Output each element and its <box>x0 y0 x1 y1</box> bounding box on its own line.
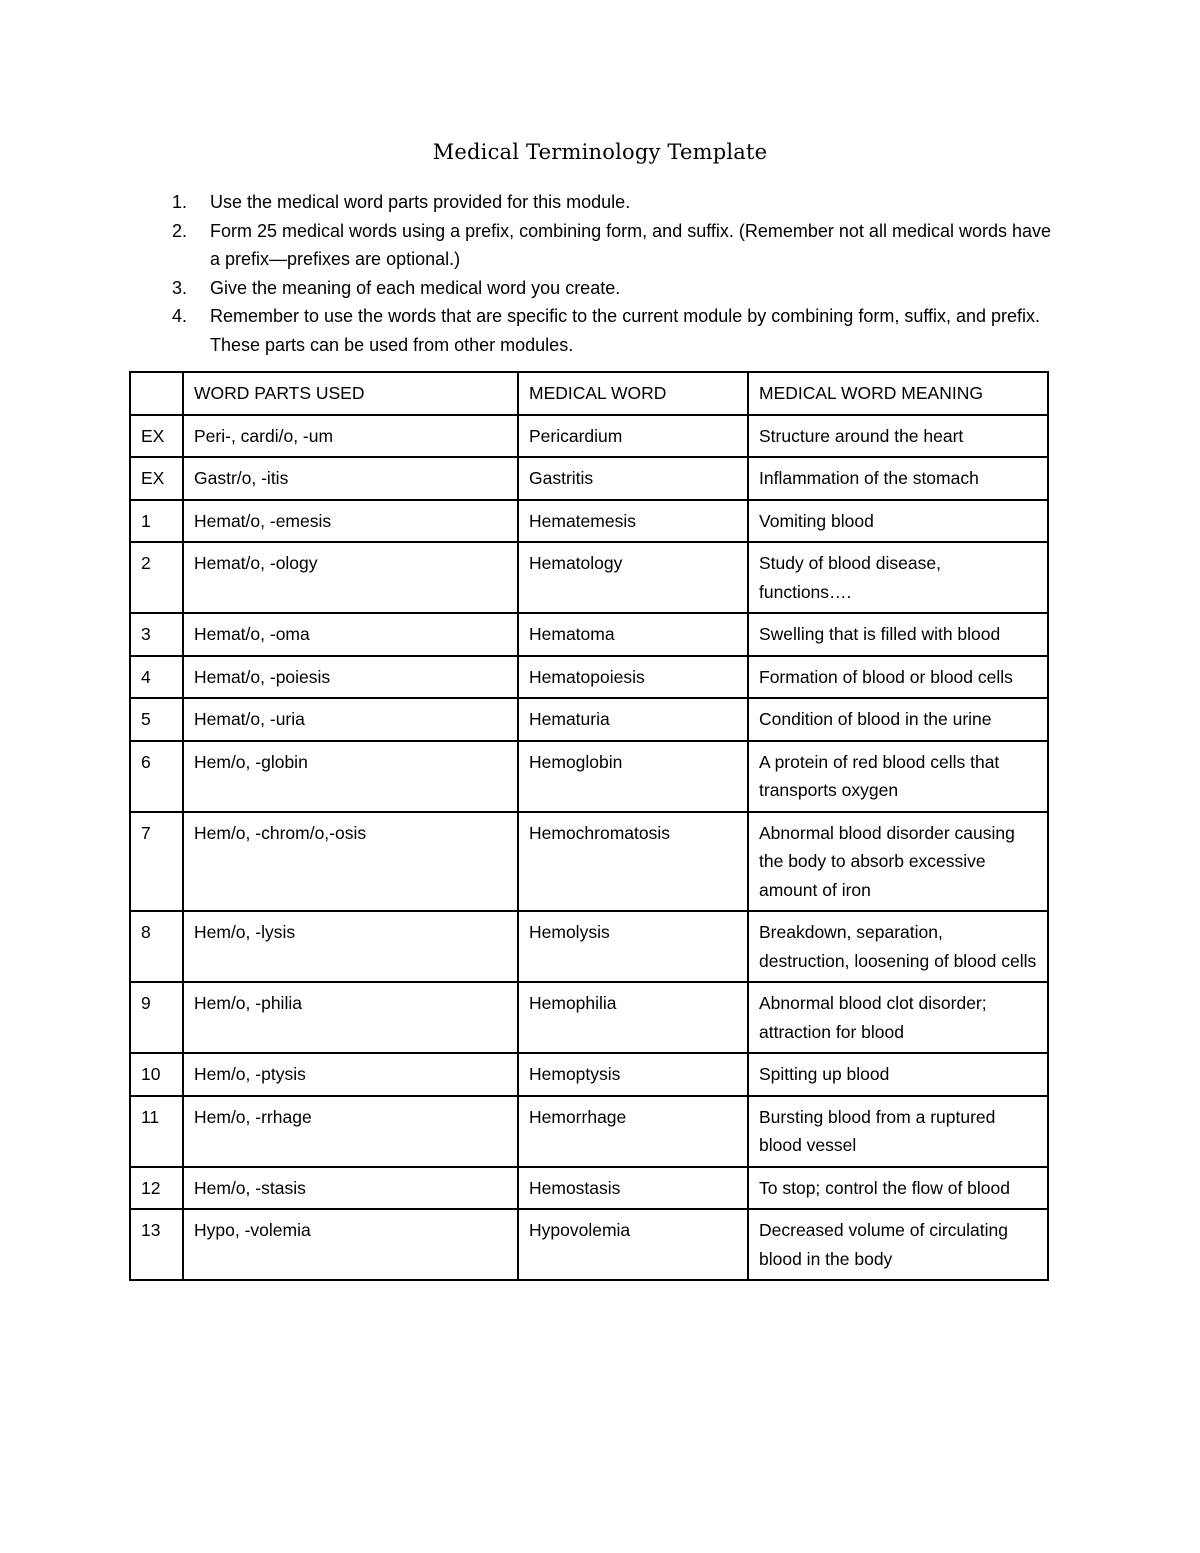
cell-number: 9 <box>130 982 183 1053</box>
cell-word-parts: Hemat/o, -ology <box>183 542 518 613</box>
cell-word-parts: Hemat/o, -uria <box>183 698 518 741</box>
table-row <box>130 415 1048 458</box>
table-row <box>130 457 1048 500</box>
instruction-item <box>172 274 1052 303</box>
cell-meaning: Spitting up blood <box>748 1053 1048 1096</box>
cell-number: 12 <box>130 1167 183 1210</box>
cell-word-parts: Hem/o, -globin <box>183 741 518 812</box>
instruction-text: Remember to use the words that are specific to the current module by combining form, suffix, and prefix. These parts can be used from other modules. <box>210 306 1041 355</box>
cell-number: 7 <box>130 812 183 912</box>
instruction-number: 3. <box>172 277 188 298</box>
cell-medical-word: Pericardium <box>518 415 748 458</box>
page-title: Medical Terminology Template <box>432 140 768 164</box>
cell-number: 4 <box>130 656 183 699</box>
cell-number: EX <box>130 415 183 458</box>
cell-word-parts: Hemat/o, -oma <box>183 613 518 656</box>
table-row <box>130 1209 1048 1280</box>
header-cell-number <box>130 372 183 415</box>
cell-meaning: A protein of red blood cells that transports oxygen <box>748 741 1048 812</box>
cell-number: 2 <box>130 542 183 613</box>
instruction-item <box>172 217 1052 274</box>
cell-word-parts: Gastr/o, -itis <box>183 457 518 500</box>
cell-meaning: Abnormal blood disorder causing the body to absorb excessive amount of iron <box>748 812 1048 912</box>
instructions-list <box>172 188 1052 359</box>
table-row <box>130 656 1048 699</box>
cell-word-parts: Hem/o, -philia <box>183 982 518 1053</box>
instruction-number: 2. <box>172 220 188 241</box>
terminology-table <box>129 371 1049 1281</box>
cell-meaning: Abnormal blood clot disorder; attraction for blood <box>748 982 1048 1053</box>
cell-medical-word: Hypovolemia <box>518 1209 748 1280</box>
instruction-text: Form 25 medical words using a prefix, combining form, and suffix. (Remember not all medical words have a prefix—prefixes are optional.) <box>210 220 1052 269</box>
instruction-number: 4. <box>172 306 188 326</box>
cell-meaning: Structure around the heart <box>748 415 1048 458</box>
cell-word-parts: Hem/o, -chrom/o,-osis <box>183 812 518 912</box>
header-cell-meaning: MEDICAL WORD MEANING <box>748 372 1048 415</box>
cell-meaning: Decreased volume of circulating blood in the body <box>748 1209 1048 1280</box>
cell-number: 11 <box>130 1096 183 1167</box>
cell-word-parts: Hemat/o, -emesis <box>183 500 518 543</box>
table-row <box>130 1053 1048 1096</box>
cell-number: 6 <box>130 741 183 812</box>
cell-medical-word: Hemoptysis <box>518 1053 748 1096</box>
table-header-row <box>130 372 1048 415</box>
cell-word-parts: Hem/o, -lysis <box>183 911 518 982</box>
cell-medical-word: Hemophilia <box>518 982 748 1053</box>
cell-word-parts: Hem/o, -rrhage <box>183 1096 518 1167</box>
cell-meaning: Condition of blood in the urine <box>748 698 1048 741</box>
cell-number: 5 <box>130 698 183 741</box>
instruction-item <box>172 302 1052 359</box>
cell-medical-word: Hemorrhage <box>518 1096 748 1167</box>
cell-word-parts: Hemat/o, -poiesis <box>183 656 518 699</box>
table-row <box>130 1167 1048 1210</box>
table-row <box>130 500 1048 543</box>
instruction-text: Use the medical word parts provided for this module. <box>210 192 631 212</box>
cell-medical-word: Hematology <box>518 542 748 613</box>
cell-meaning: Inflammation of the stomach <box>748 457 1048 500</box>
cell-number: 13 <box>130 1209 183 1280</box>
cell-number: 1 <box>130 500 183 543</box>
cell-medical-word: Hematuria <box>518 698 748 741</box>
table-row <box>130 698 1048 741</box>
cell-medical-word: Hematemesis <box>518 500 748 543</box>
cell-word-parts: Hem/o, -ptysis <box>183 1053 518 1096</box>
table-row <box>130 741 1048 812</box>
cell-meaning: Breakdown, separation, destruction, loosening of blood cells <box>748 911 1048 982</box>
cell-medical-word: Hematoma <box>518 613 748 656</box>
cell-medical-word: Hemochromatosis <box>518 812 748 912</box>
table-row <box>130 613 1048 656</box>
table-row <box>130 1096 1048 1167</box>
table-row <box>130 911 1048 982</box>
cell-medical-word: Hemostasis <box>518 1167 748 1210</box>
table-row <box>130 812 1048 912</box>
table-row <box>130 982 1048 1053</box>
cell-word-parts: Hypo, -volemia <box>183 1209 518 1280</box>
cell-meaning: Vomiting blood <box>748 500 1048 543</box>
cell-meaning: To stop; control the flow of blood <box>748 1167 1048 1210</box>
cell-meaning: Swelling that is filled with blood <box>748 613 1048 656</box>
cell-medical-word: Hematopoiesis <box>518 656 748 699</box>
cell-medical-word: Gastritis <box>518 457 748 500</box>
table-row <box>130 542 1048 613</box>
instruction-number: 1. <box>172 192 188 212</box>
cell-meaning: Formation of blood or blood cells <box>748 656 1048 699</box>
header-cell-medical-word: MEDICAL WORD <box>518 372 748 415</box>
cell-number: 10 <box>130 1053 183 1096</box>
cell-word-parts: Hem/o, -stasis <box>183 1167 518 1210</box>
cell-meaning: Bursting blood from a ruptured blood vessel <box>748 1096 1048 1167</box>
instruction-text: Give the meaning of each medical word you create. <box>210 277 621 298</box>
cell-medical-word: Hemoglobin <box>518 741 748 812</box>
cell-meaning: Study of blood disease, functions…. <box>748 542 1048 613</box>
cell-number: EX <box>130 457 183 500</box>
cell-word-parts: Peri-, cardi/o, -um <box>183 415 518 458</box>
cell-number: 3 <box>130 613 183 656</box>
header-cell-word-parts: WORD PARTS USED <box>183 372 518 415</box>
instruction-item <box>172 188 1052 217</box>
cell-number: 8 <box>130 911 183 982</box>
cell-medical-word: Hemolysis <box>518 911 748 982</box>
